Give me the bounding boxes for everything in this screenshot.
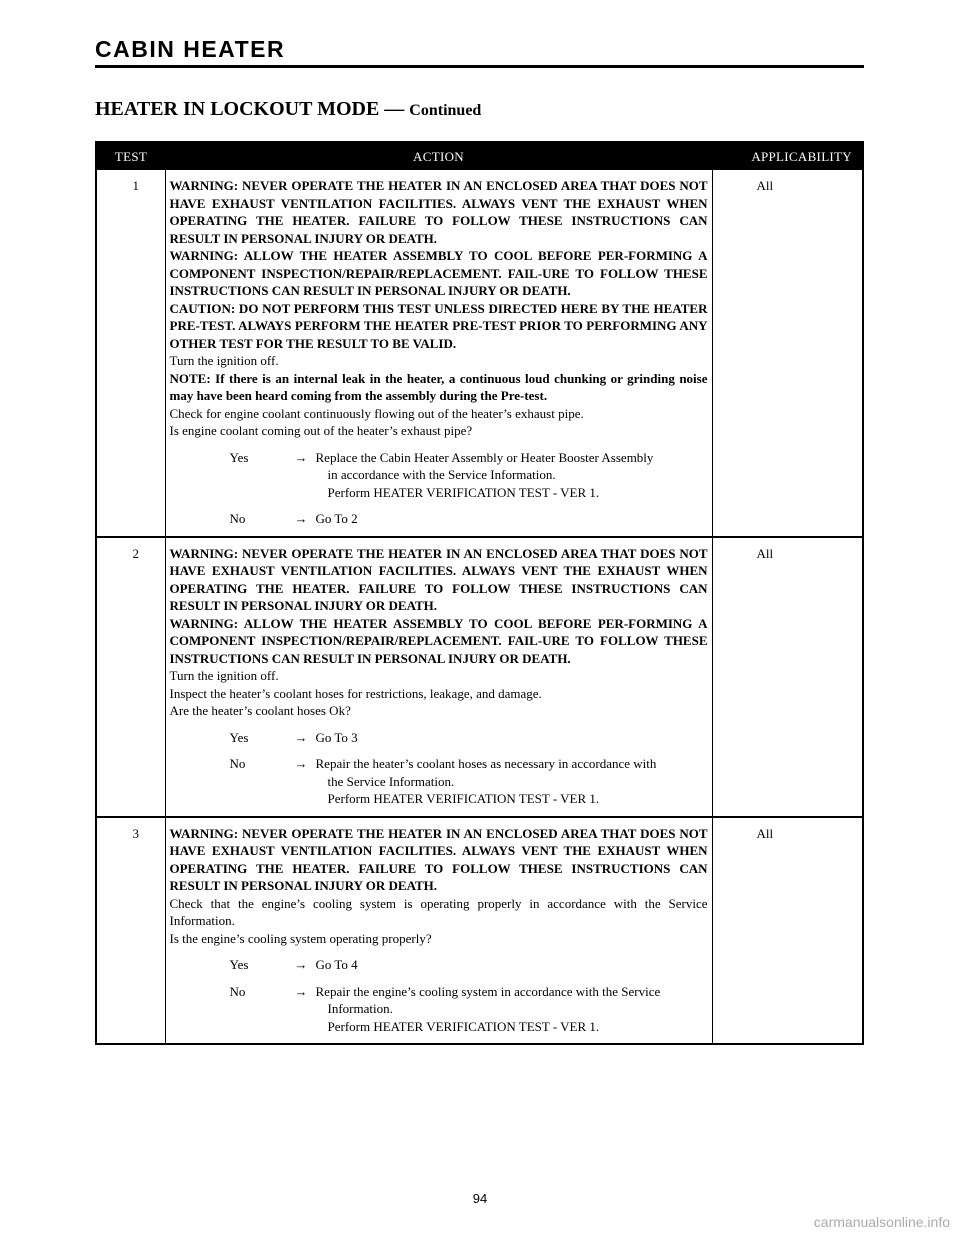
instruction-text: Turn the ignition off. <box>169 668 279 683</box>
instruction-text: Check for engine coolant continuously flowing out of the heater’s exhaust pipe. <box>169 405 584 421</box>
test-number: 2 <box>96 537 165 817</box>
arrow-right-icon: → <box>294 511 308 526</box>
instruction-text: Turn the ignition off. <box>169 353 279 368</box>
result-yes <box>170 729 708 747</box>
result-line: Go To 4 <box>315 957 358 972</box>
result-line: Repair the engine’s cooling system in accordance with the Service <box>315 983 661 999</box>
warning-text: NOTE: If there is an internal leak in the heater, a continuous loud chunking or grinding noise may have been heard coming from the assembly during the Pre-test. <box>169 370 708 403</box>
table-row <box>96 537 863 817</box>
result-line: Perform HEATER VERIFICATION TEST - VER 1. <box>327 791 600 806</box>
warning-text: WARNING: NEVER OPERATE THE HEATER IN AN ENCLOSED AREA THAT DOES NOT HAVE EXHAUST VENTILATION FACILITIES. ALWAYS VENT THE EXHAUST WHEN OPERATING THE HEATER. FAILURE TO FOLLOW THESE INSTRUCTIONS CAN RESULT IN PERSONAL INJURY OR DEATH. <box>169 545 708 613</box>
page-title <box>95 98 481 121</box>
header-applicability: APPLICABILITY <box>712 142 863 170</box>
result-yes <box>170 449 708 502</box>
result-label: Yes <box>229 729 249 745</box>
action-cell <box>165 817 712 1045</box>
applicability-cell: All <box>756 178 774 193</box>
result-line: Go To 3 <box>315 729 358 745</box>
page-title-continued: Continued <box>409 102 482 119</box>
applicability-cell: All <box>712 817 863 1045</box>
table-body <box>96 170 863 1044</box>
arrow-right-icon: → <box>294 729 308 745</box>
result-text <box>316 510 708 528</box>
result-line: Perform HEATER VERIFICATION TEST - VER 1. <box>327 1018 600 1034</box>
result-text <box>316 983 708 1036</box>
arrow-right-icon: → <box>294 756 308 771</box>
section-header: CABIN HEATER <box>95 36 864 68</box>
instruction-text: Are the heater’s coolant hoses Ok? <box>169 703 351 718</box>
warning-text: WARNING: NEVER OPERATE THE HEATER IN AN ENCLOSED AREA THAT DOES NOT HAVE EXHAUST VENTILATION FACILITIES. ALWAYS VENT THE EXHAUST WHEN OPERATING THE HEATER. FAILURE TO FOLLOW THESE INSTRUCTIONS CAN RESULT IN PERSONAL INJURY OR DEATH. <box>169 178 708 246</box>
header-action: ACTION <box>165 142 712 170</box>
action-cell <box>165 170 712 537</box>
result-no <box>170 755 708 808</box>
table-header-row <box>96 142 863 170</box>
warning-text: CAUTION: DO NOT PERFORM THIS TEST UNLESS DIRECTED HERE BY THE HEATER PRE-TEST. ALWAYS PERFORM THE HEATER PRE-TEST PRIOR TO PERFORMING ANY OTHER TEST FOR THE RESULT TO BE VALID. <box>169 300 708 351</box>
result-label: Yes <box>229 449 249 465</box>
warning-text: WARNING: ALLOW THE HEATER ASSEMBLY TO COOL BEFORE PER-FORMING A COMPONENT INSPECTION/REPAIR/REPLACEMENT. FAIL-URE TO FOLLOW THESE INSTRUCTIONS CAN RESULT IN PERSONAL INJURY OR DEATH. <box>169 615 708 666</box>
instruction-text: Is the engine’s cooling system operating properly? <box>169 930 432 946</box>
warning-text: WARNING: NEVER OPERATE THE HEATER IN AN ENCLOSED AREA THAT DOES NOT HAVE EXHAUST VENTILATION FACILITIES. ALWAYS VENT THE EXHAUST WHEN OPERATING THE HEATER. FAILURE TO FOLLOW THESE INSTRUCTIONS CAN RESULT IN PERSONAL INJURY OR DEATH. <box>169 825 708 893</box>
page-title-main: HEATER IN LOCKOUT MODE — <box>95 98 405 120</box>
result-no <box>170 510 708 528</box>
result-line: in accordance with the Service Information. <box>327 467 556 482</box>
result-line: Replace the Cabin Heater Assembly or Heater Booster Assembly <box>315 449 654 465</box>
warning-text: WARNING: ALLOW THE HEATER ASSEMBLY TO COOL BEFORE PER-FORMING A COMPONENT INSPECTION/REPAIR/REPLACEMENT. FAIL-URE TO FOLLOW THESE INSTRUCTIONS CAN RESULT IN PERSONAL INJURY OR DEATH. <box>169 248 708 298</box>
watermark: carmanualsonline.info <box>813 1214 950 1230</box>
result-text <box>316 729 708 747</box>
instruction-text: Is engine coolant coming out of the heater’s exhaust pipe? <box>169 423 473 438</box>
result-text <box>316 956 708 974</box>
page-number: 94 <box>472 1191 488 1206</box>
instruction-text: Inspect the heater’s coolant hoses for restrictions, leakage, and damage. <box>169 685 542 701</box>
table-row <box>96 817 863 1045</box>
test-number: 3 <box>96 817 165 1045</box>
result-label: No <box>229 511 246 526</box>
result-text <box>316 449 708 502</box>
result-yes <box>170 956 708 974</box>
test-number: 1 <box>132 178 139 193</box>
result-no <box>170 983 708 1036</box>
action-cell <box>165 537 712 817</box>
arrow-right-icon: → <box>294 449 308 465</box>
result-line: Perform HEATER VERIFICATION TEST - VER 1. <box>327 484 600 500</box>
applicability-cell: All <box>712 537 863 817</box>
result-line: Information. <box>327 1001 393 1016</box>
arrow-right-icon: → <box>294 957 308 972</box>
instruction-text: Check that the engine’s cooling system is operating properly in accordance with the Service Information. <box>169 895 708 928</box>
result-line: Repair the heater’s coolant hoses as necessary in accordance with <box>315 756 657 771</box>
result-line: Go To 2 <box>315 511 358 526</box>
result-text <box>316 755 708 808</box>
result-label: No <box>229 983 246 999</box>
result-label: Yes <box>229 957 249 972</box>
result-line: the Service Information. <box>327 773 455 789</box>
diagnostic-table <box>95 141 864 1045</box>
arrow-right-icon: → <box>294 983 308 999</box>
header-test: TEST <box>96 142 165 170</box>
result-label: No <box>229 756 246 771</box>
table-row <box>96 170 863 537</box>
